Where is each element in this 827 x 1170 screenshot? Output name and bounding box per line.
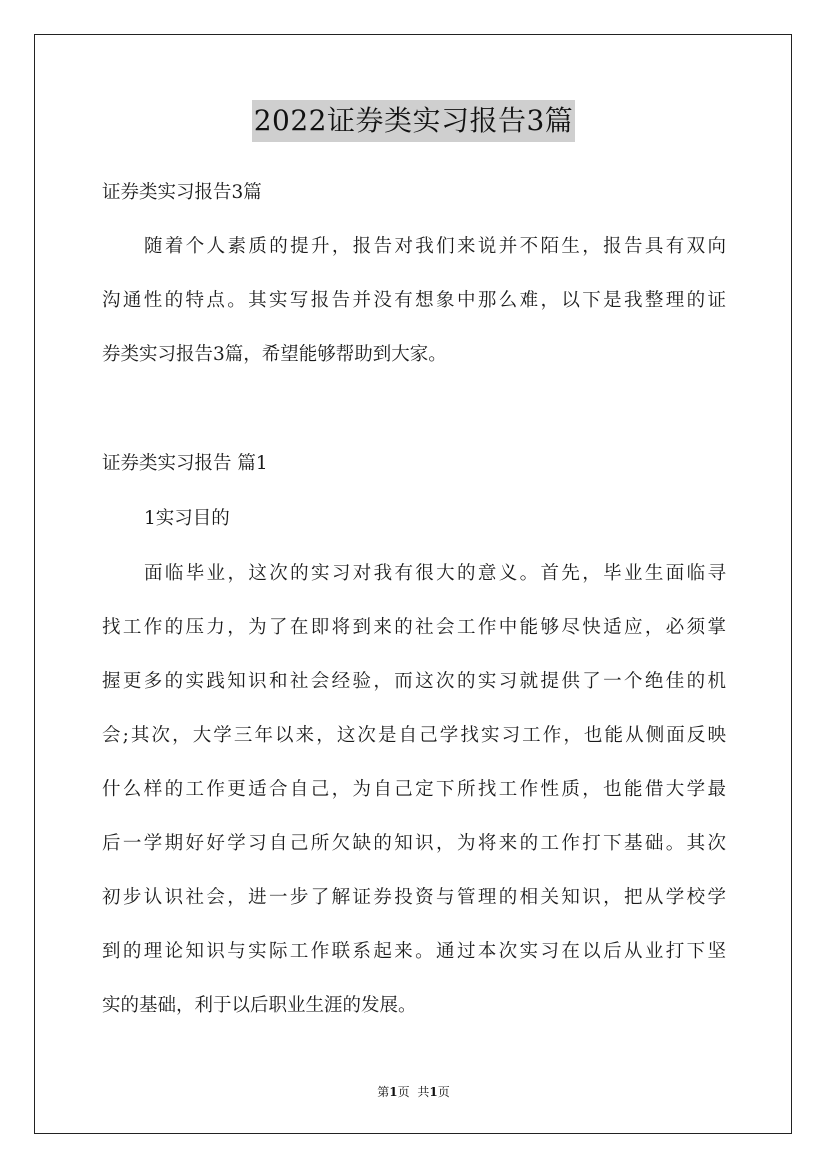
intro-line: 券类实习报告3篇，希望能够帮助到大家。	[102, 344, 447, 365]
footer-total-prefix: 共	[417, 1085, 430, 1099]
body-line: 初步认识社会，进一步了解证券投资与管理的相关知识，把从学校学	[102, 887, 726, 908]
body-line: 后一学期好好学习自己所欠缺的知识，为将来的工作打下基础。其次	[102, 833, 726, 854]
body-line: 会;其次，大学三年以来，这次是自己学找实习工作，也能从侧面反映	[102, 725, 726, 746]
subsection-heading: 1实习目的	[144, 508, 230, 529]
document-title: 2022证券类实习报告3篇	[252, 100, 576, 142]
body-line: 找工作的压力，为了在即将到来的社会工作中能够尽快适应，必须掌	[102, 617, 726, 638]
footer-page-number: 1	[389, 1085, 398, 1099]
body-line: 面临毕业，这次的实习对我有很大的意义。首先，毕业生面临寻	[144, 563, 726, 584]
body-line: 什么样的工作更适合自己，为自己定下所找工作性质，也能借大学最	[102, 779, 726, 800]
intro-line: 随着个人素质的提升，报告对我们来说并不陌生，报告具有双向	[144, 236, 726, 257]
footer-page-prefix: 第	[377, 1085, 390, 1099]
footer-total-pages: 1	[429, 1085, 438, 1099]
body-line: 实的基础，利于以后职业生涯的发展。	[102, 995, 417, 1016]
intro-line: 沟通性的特点。其实写报告并没有想象中那么难，以下是我整理的证	[102, 290, 726, 311]
page-footer	[0, 1083, 827, 1101]
document-subtitle: 证券类实习报告3篇	[102, 182, 262, 203]
section-heading: 证券类实习报告 篇1	[102, 453, 268, 474]
title-block	[0, 100, 827, 142]
footer-total-suffix: 页	[437, 1085, 450, 1099]
body-line: 到的理论知识与实际工作联系起来。通过本次实习在以后从业打下坚	[102, 941, 726, 962]
body-line: 握更多的实践知识和社会经验，而这次的实习就提供了一个绝佳的机	[102, 671, 726, 692]
footer-page-suffix: 页	[397, 1085, 410, 1099]
